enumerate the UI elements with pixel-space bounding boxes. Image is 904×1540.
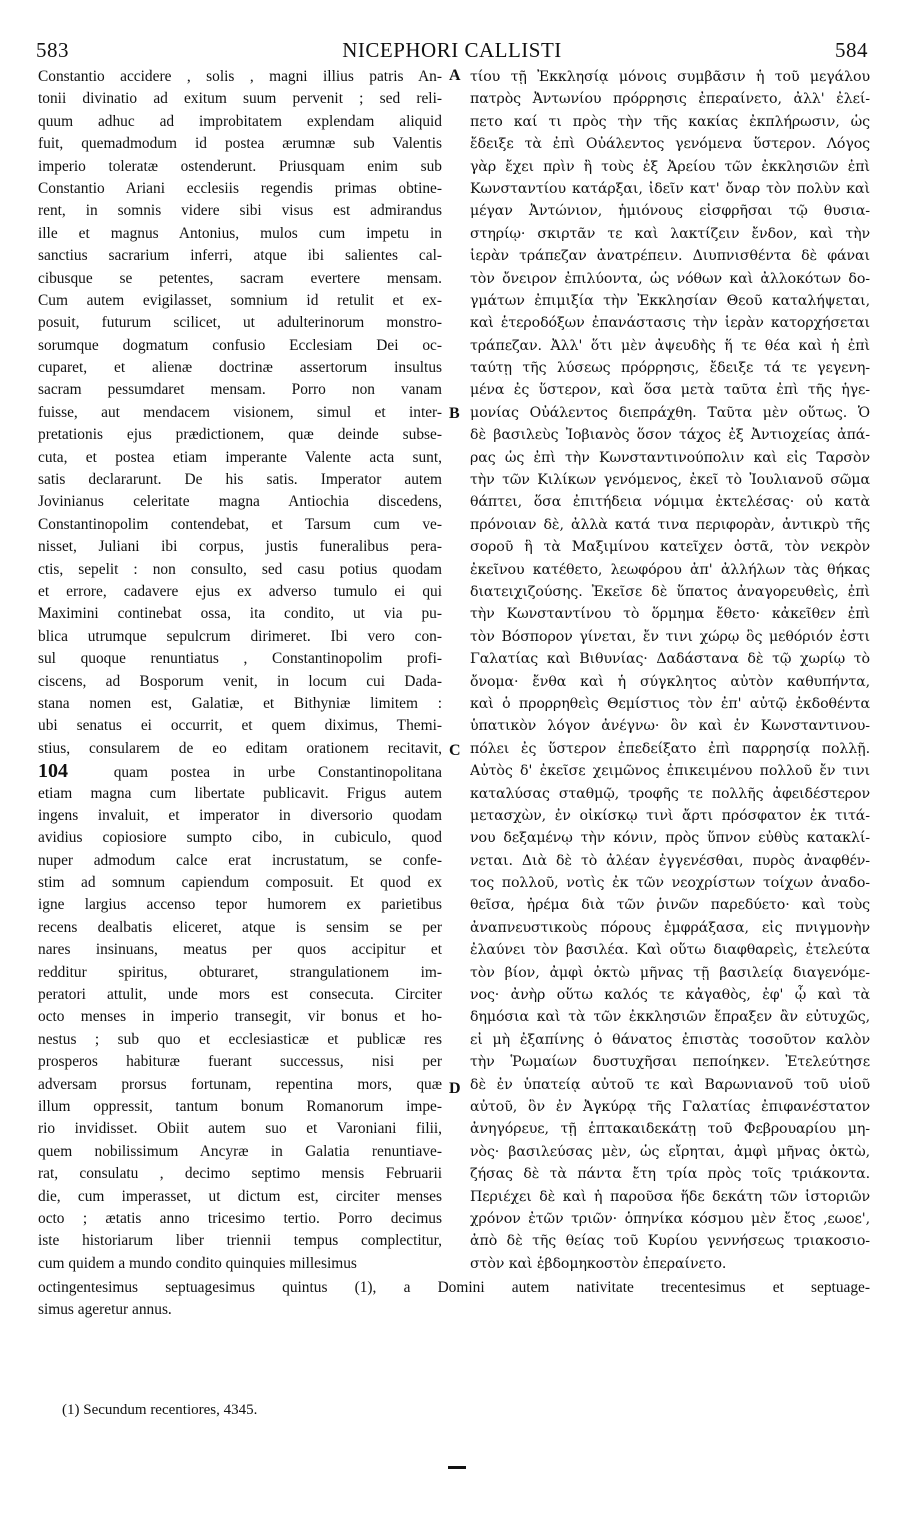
line-text: blica utrumque sepulcrum dirimeret. Ibi vero con-	[38, 627, 442, 645]
line-text: μέγαν Ἀντώνιον, ἡμιόνους εἰσφρῆσαι τῷ θυσια-	[470, 203, 870, 220]
line-text: τὸν Βόσπορον γίνεται, ἔν τινι χώρῳ ὃς μεθόριόν ἐστι	[470, 628, 870, 645]
line-text: Γαλατίας καὶ Βιθυνίας· Δαδάστανα δὲ τῷ χωρίῳ τὸ	[470, 651, 870, 668]
line-text: τὴν τῶν Κιλίκων γενόμενος, ἐκεῖ τὸ Ἰουλιανοῦ σῶμα	[470, 472, 870, 489]
text-line	[38, 357, 442, 379]
text-line	[38, 536, 442, 558]
text-line	[470, 402, 870, 424]
line-text: ταύτῃ τῆς λύσεως πρόρρησις, ἔδειξε τά τε γεγενη-	[470, 360, 870, 377]
column-number: 104	[38, 760, 68, 783]
running-title: NICEPHORI CALLISTI	[342, 38, 562, 62]
text-line	[470, 648, 870, 670]
line-text: ρας ὡς ἐπὶ τὴν Κωνσταντινούπολιν καὶ εἰς Ταρσὸν	[470, 449, 870, 466]
text-line	[470, 827, 870, 849]
text-line	[470, 1141, 870, 1163]
line-text: posuit, futurum scilicet, ut adulterinorum monstro-	[38, 314, 442, 332]
line-text: fuit, quemadmodum id postea ærumnæ sub Valentis	[38, 135, 442, 153]
line-text: Αὐτὸς δ' ἐκεῖσε χειμῶνος ἐπικειμένου πολλοῦ ἔν τινι	[470, 763, 870, 780]
line-text: sul quoque renuntiatus , Constantinopolim profi-	[38, 650, 442, 668]
line-text: etiam magna cum libertate publicavit. Frigus autem	[38, 784, 442, 802]
text-line	[470, 156, 870, 178]
text-line	[38, 738, 442, 760]
line-text: ὄνομα· ἔνθα καὶ ἡ σύγκλητος αὐτὸν καθυπήντα,	[470, 673, 870, 690]
text-line	[470, 268, 870, 290]
text-line	[470, 1253, 870, 1275]
text-line	[470, 917, 870, 939]
line-text: θάπτει, ὅσα ἐπιτήδεια νόμιμα ἐκτελέσας· οὐ κατὰ	[470, 494, 870, 511]
text-line	[470, 447, 870, 469]
line-text: Constantinopolim contendebat, et Tarsum cum ve-	[38, 515, 442, 533]
text-line	[38, 1118, 442, 1140]
line-text: nisset, Juliani ibi corpus, justis funeralibus pera-	[38, 538, 442, 556]
line-text: ἀνηγόρευε, τῇ ἑπτακαιδεκάτῃ τοῦ Φεβρουαρίου μη-	[470, 1121, 870, 1138]
line-text: redditur spiritus, obturaret, strangulationem im-	[38, 963, 442, 981]
text-line	[38, 939, 442, 961]
line-text: octo menses in imperio transegit, vir bonus et ho-	[38, 1008, 442, 1026]
text-line	[38, 514, 442, 536]
text-line	[38, 1208, 442, 1230]
page-number-right: 584	[835, 38, 868, 62]
text-line	[38, 66, 442, 88]
text-line	[470, 603, 870, 625]
text-line	[38, 626, 442, 648]
text-line	[38, 156, 442, 178]
text-line	[470, 335, 870, 357]
text-line	[38, 335, 442, 357]
line-text: μένα ἐς ὕστερον, καὶ ὅσα μετὰ ταῦτα ἐπὶ τῆς ἡγε-	[470, 382, 870, 399]
line-text: imperio toleratæ ostenderunt. Priusquam enim sub	[38, 157, 442, 175]
text-line	[470, 424, 870, 446]
text-line	[38, 379, 442, 401]
text-line	[38, 715, 442, 737]
text-line	[38, 424, 442, 446]
text-line	[470, 559, 870, 581]
line-text: ζήσας δὲ τὰ πάντα ἔτη τρία πρὸς τοῖς τριάκοντα.	[470, 1166, 870, 1183]
margin-letter-c: C	[449, 742, 461, 759]
line-text: νεται. Διὰ δὲ τὸ ἀλέαν ἐγγενέσθαι, πυρὸς ἀναφθέν-	[470, 852, 870, 869]
line-text: καὶ ἑτεροδόξων ἐπανάστασις τὴν ἱερὰν κατορχήσεται	[470, 315, 870, 332]
line-text: igne largius accenso tepor humorem ex parietibus	[38, 896, 442, 914]
text-line	[38, 312, 442, 334]
line-text: Constantio accidere , solis , magni illius patris An-	[38, 68, 442, 85]
text-line	[470, 1096, 870, 1118]
text-line	[38, 111, 442, 133]
text-line	[38, 917, 442, 939]
line-text: cuta, et postea etiam imperante Valente acta sunt,	[38, 448, 442, 466]
text-line	[470, 200, 870, 222]
text-line	[470, 715, 870, 737]
text-line	[470, 290, 870, 312]
line-text: stius, consularem de eo editam orationem recitavit,	[38, 739, 442, 757]
text-line	[38, 805, 442, 827]
text-line	[470, 1186, 870, 1208]
line-text: πατρὸς Ἀντωνίου πρόρρησις ἐπεραίνετο, ἀλλ' ἐλεί-	[470, 91, 870, 108]
line-text: χρόνον ἐτῶν τριῶν· ὁπηνίκα κόσμου μὲν ἔτος ‚εωοε',	[470, 1210, 870, 1227]
text-line	[38, 603, 442, 625]
line-text: νος· ἀνὴρ οὕτω καλός τε κἀγαθὸς, ἐφ' ᾧ καὶ τὰ	[470, 987, 870, 1004]
line-text: die, cum imperasset, ut dictum est, circiter menses	[38, 1187, 442, 1205]
text-line	[38, 760, 442, 782]
line-text: ctis, sepelit : non consulto, sed casu potius quodam	[38, 560, 442, 578]
text-line	[470, 1006, 870, 1028]
text-line	[470, 111, 870, 133]
text-line	[470, 1074, 870, 1096]
text-line	[470, 357, 870, 379]
line-text: νὸς· βασιλεύσας μὲν, ὡς εἴρηται, ἀμφὶ μῆνας ὀκτὼ,	[470, 1143, 870, 1160]
text-line	[38, 1163, 442, 1185]
line-text: ὑπατικὸν λόγον ἀνέγνω· ὃν καὶ ἐν Κωνσταντινου-	[470, 718, 870, 735]
line-text: tonii divinatio ad exitum suum pervenit ; sed reli-	[38, 90, 442, 108]
text-line	[470, 984, 870, 1006]
line-text: καταλύσας σταθμῷ, τροφῆς τε πολλῆς ἀφειδέστερον	[470, 785, 870, 802]
text-line	[470, 178, 870, 200]
line-text: et errore, cadavere ejus ex adverso tumulo ei qui	[38, 582, 442, 600]
line-text: ἐλαύνει τὸν βασιλέα. Καὶ οὕτω διαφθαρεὶς, ἐτελεύτα	[470, 942, 870, 959]
text-line	[470, 1029, 870, 1051]
line-text: μετασχὼν, ἐν οἰκίσκῳ τινὶ ἄρτι πρόσφατον ἐκ τιτά-	[470, 807, 870, 824]
text-line	[38, 223, 442, 245]
text-line	[470, 223, 870, 245]
line-text: πρόνοιαν δὲ, ἀλλὰ κατά τινα περιφορὰν, ἀντικρὺ τῆς	[470, 516, 870, 533]
text-line	[38, 447, 442, 469]
text-line	[38, 1096, 442, 1118]
latin-column	[38, 66, 442, 1275]
text-line	[470, 872, 870, 894]
text-line	[470, 805, 870, 827]
line-text: peratori attulit, unde mors est consecuta. Circiter	[38, 986, 442, 1004]
text-line	[470, 66, 870, 88]
line-text: rent, in somnis videre sibi visus est admirandus	[38, 202, 442, 220]
margin-letter-a: A	[449, 67, 461, 84]
text-line	[38, 1074, 442, 1096]
margin-letter-b: B	[449, 405, 460, 422]
text-line	[38, 671, 442, 693]
line-text: γὰρ ἔχει πρὶν ἢ τοὺς ἐξ Ἀρείου τῶν ἐκκλησιῶν ἐπὶ	[470, 158, 870, 175]
line-text: Constantio Ariani ecclesiis regendis primas obtine-	[38, 179, 442, 197]
line-text: recens dealbatis eliceret, atque is sensim se per	[38, 918, 442, 936]
line-text: pretationis ejus prædictionem, quæ deinde subse-	[38, 426, 442, 444]
line-text: Κωνσταντίου κατάρξαι, ἰδεῖν κατ' ὄναρ τὸν πολὺν καὶ	[470, 180, 870, 197]
line-text: sorumque dogmatum confusio Ecclesiam Dei oc-	[38, 336, 442, 354]
line-text: sanctius sacrarium inferri, atque ibi salientes cal-	[38, 247, 442, 265]
line-text: rat, consulatu , decimo septimo mensis Februarii	[38, 1165, 442, 1183]
text-line	[38, 290, 442, 312]
line-text: quem nobilissimum Ancyræ in Galatia renuntiave-	[38, 1142, 442, 1160]
line-text: simus ageretur annus.	[38, 1301, 172, 1319]
text-line	[470, 536, 870, 558]
text-line	[470, 491, 870, 513]
line-text: cum quidem a mundo condito quinquies millesimus	[38, 1254, 357, 1272]
line-text: sacram pessumdaret mensam. Porro non vanam	[38, 381, 442, 399]
line-text: stana nomen est, Galatiæ, et Bithyniæ limitem :	[38, 694, 442, 712]
line-text: ἐκεῖνου κατέθετο, λεωφόρου ἀπ' ἀλλήλων τὰς θήκας	[470, 561, 870, 578]
text-line	[38, 1186, 442, 1208]
line-text: τὸν βίον, ἀμφὶ ὀκτὼ μῆνας τῇ βασιλείᾳ διαγενόμε-	[470, 964, 870, 981]
line-text: illum oppressit, tantum bonum Romanorum impe-	[38, 1097, 442, 1115]
line-text: ubi senatus ei occurrit, et quem diximus, Themi-	[38, 717, 442, 735]
line-text: καὶ ὁ προρρηθεὶς Θεμίστιος τὸν ἐπ' αὐτῷ ἐκδοθέντα	[470, 695, 870, 712]
text-line	[38, 581, 442, 603]
text-line	[38, 693, 442, 715]
line-text: αὐτοῦ, ὃν ἐν Ἀγκύρᾳ τῆς Γαλατίας ἐπιφανέστατον	[470, 1098, 870, 1115]
text-line	[38, 1141, 442, 1163]
text-line	[38, 268, 442, 290]
line-text: γμάτων ἐπιμιξία τὴν Ἐκκλησίαν Θεοῦ καταλήψεται,	[470, 292, 870, 309]
text-line	[470, 1163, 870, 1185]
line-text: ἀπὸ δὲ τῆς θείας τοῦ Κυρίου γεννήσεως τριακοσιο-	[470, 1233, 870, 1250]
text-line	[470, 312, 870, 334]
text-line	[38, 402, 442, 424]
line-text: nares insinuans, meatus per quos accipitur et	[38, 941, 442, 959]
text-line	[38, 648, 442, 670]
line-text: Cum autem evigilasset, somnium id retulit et ex-	[38, 291, 442, 309]
text-line	[470, 514, 870, 536]
text-line	[38, 1230, 442, 1252]
text-line	[38, 827, 442, 849]
text-line	[470, 760, 870, 782]
line-text: ciscens, ad Bosporum venit, in locum cui Dada-	[38, 672, 442, 690]
text-line	[38, 133, 442, 155]
line-text: cuparet, et alienæ doctrinæ assertorum insultus	[38, 359, 442, 377]
text-line	[38, 200, 442, 222]
line-text: τὴν Ῥωμαίων δυστυχῆσαι πεποίηκεν. Ἐτελεύτησε	[470, 1054, 870, 1071]
line-text: στὸν καὶ ἑβδομηκοστὸν ἐπεραίνετο.	[470, 1255, 727, 1272]
line-text: διατειχιζούσης. Ἐκεῖσε δὲ ὕπατος ἀναγορευθεὶς, ἐπὶ	[470, 583, 870, 600]
line-text: δὲ ἐν ὑπατείᾳ αὐτοῦ τε καὶ Βαρωνιανοῦ τοῦ υἱοῦ	[470, 1076, 870, 1093]
line-text: avidius copiosiore sumpto cibo, in cubiculo, quod	[38, 829, 442, 847]
separator-dash	[448, 1466, 466, 1469]
text-line	[470, 738, 870, 760]
text-line	[470, 469, 870, 491]
line-text: πόλει ἐς ὕστερον ἐπεδείξατο ἐπὶ παρρησίᾳ πολλῇ.	[470, 740, 870, 757]
line-text: θεῖσα, ἠρέμα διὰ τῶν ῥινῶν παρεδύετο· καὶ τοὺς	[470, 897, 870, 914]
text-line	[38, 894, 442, 916]
line-text: σοροῦ ἣ τὰ Μαξιμίνου κατεῖχεν ὀστᾶ, τὸν νεκρὸν	[470, 539, 870, 556]
line-text: τὸν ὄνειρον ἐπιλύοντα, ὡς νόθων καὶ ἀλλοκότων δο-	[470, 270, 870, 287]
line-text: adversam prorsus fortunam, repentina mors, quæ	[38, 1075, 442, 1093]
text-line	[38, 783, 442, 805]
text-line	[38, 962, 442, 984]
text-line	[38, 850, 442, 872]
line-text: stim ad somnum capiendum composuit. Et quod ex	[38, 874, 442, 892]
line-text: quam postea in urbe Constantinopolitana	[113, 764, 442, 782]
text-line	[38, 984, 442, 1006]
text-line	[470, 783, 870, 805]
line-text: octingentesimus septuagesimus quintus (1), a Domini autem nativitate trecentesimus et septuage-	[38, 1279, 870, 1296]
text-line	[470, 379, 870, 401]
line-text: ingens invaluit, et imperator in diversorio quodam	[38, 806, 442, 824]
footnote: (1) Secundum recentiores, 4345.	[62, 1402, 258, 1418]
line-text: ἱερὰν τράπεζαν ἀνατρέπειν. Διυπνισθέντα δὲ φάναι	[470, 248, 870, 265]
text-line	[38, 559, 442, 581]
text-line	[470, 133, 870, 155]
text-line	[38, 1051, 442, 1073]
line-text: ille et magnus Antonius, mulos cum impetu in	[38, 224, 442, 242]
line-text: τὴν Κωνσταντίνου τὸ ὅρμημα ἔθετο· κἀκεῖθεν ἐπὶ	[470, 606, 870, 623]
text-line	[38, 178, 442, 200]
line-text: satis declararunt. De his satis. Imperator autem	[38, 471, 442, 489]
text-line	[470, 1208, 870, 1230]
line-text: στηρίῳ· σκιρτᾶν τε καὶ λακτίζειν ἔνδον, καὶ τὴν	[470, 225, 870, 242]
line-text: εἰ μὴ ἐξαπίνης ὁ θάνατος ἐπιστὰς τοσοῦτον καλὸν	[470, 1031, 870, 1048]
text-line	[470, 894, 870, 916]
text-line	[470, 88, 870, 110]
line-text: Περιέχει δὲ καὶ ἡ παροῦσα ἥδε δεκάτη τῶν ἱστοριῶν	[470, 1188, 870, 1205]
text-line	[470, 626, 870, 648]
line-text: τος πολλοῦ, νοτὶς ἐκ τῶν νεοχρίστων τοίχων ἀναδο-	[470, 875, 870, 892]
line-text: τράπεζαν. Ἀλλ' ὅτι μὲν ἀψευδὴς ἥ τε θέα καὶ ἡ ἐπὶ	[470, 337, 870, 354]
text-line	[38, 88, 442, 110]
line-text: nestus ; sub quo et ecclesiasticæ et publicæ res	[38, 1030, 442, 1048]
line-text: Jovinianus celeritate magna Antiochia discedens,	[38, 493, 442, 511]
line-text: nuper admodum calce erat incrustatum, se confe-	[38, 851, 442, 869]
page-number-left: 583	[36, 38, 69, 62]
text-line	[470, 1118, 870, 1140]
full-width-text	[38, 1277, 870, 1322]
text-line	[470, 693, 870, 715]
text-line	[38, 1277, 870, 1299]
line-text: νου δεξαμένῳ τὴν κόνιν, πρὸς ὕπνον εὐθὺς κατακλί-	[470, 830, 870, 847]
text-line	[38, 872, 442, 894]
text-line	[470, 245, 870, 267]
text-line	[470, 939, 870, 961]
line-text: octo ; ætatis anno tricesimo tertio. Porro decimus	[38, 1209, 442, 1227]
line-text: ἀναπνευστικοὺς πόρους ἐμφράξασα, εἰς πνιγμονὴν	[470, 919, 870, 936]
text-line	[470, 962, 870, 984]
text-line	[38, 1299, 870, 1321]
text-line	[38, 1253, 442, 1275]
line-text: fuisse, aut mendacem visionem, simul et inter-	[38, 403, 442, 421]
text-line	[470, 1230, 870, 1252]
text-line	[470, 581, 870, 603]
line-text: Maximini continebat ossa, ita condito, ut via pu-	[38, 605, 442, 623]
running-head	[36, 38, 868, 62]
line-text: μονίας Οὐάλεντος διεπράχθη. Ταῦτα μὲν οὕτως. Ὁ	[470, 404, 870, 421]
line-text: δημόσια καὶ τὰ τῶν ἐκκλησιῶν ἔπραξεν ἂν εὐτυχῶς,	[470, 1009, 870, 1026]
line-text: δὲ βασιλεὺς Ἰοβιανὸς ὅσον τάχος ἐξ Ἀντιοχείας ἀπά-	[470, 427, 870, 444]
text-line	[38, 1006, 442, 1028]
line-text: ἔδειξε τὰ ἐπὶ Οὐάλεντος γενόμενα ὕστερον. Λόγος	[470, 136, 870, 153]
text-line	[38, 245, 442, 267]
line-text: cibusque se petentes, sacram evertere mensam.	[38, 269, 442, 287]
text-line	[38, 1029, 442, 1051]
line-text: πετο καί τι πρὸς τὴν τῆς κακίας ἐκπλήρωσιν, ὡς	[470, 113, 870, 130]
line-text: rio invidisset. Obiit autem suo et Varoniani filii,	[38, 1120, 442, 1138]
text-line	[470, 671, 870, 693]
line-text: τίου τῇ Ἐκκλησίᾳ μόνοις συμβᾶσιν ἡ τοῦ μεγάλου	[470, 69, 870, 85]
text-line	[38, 469, 442, 491]
text-line	[470, 850, 870, 872]
text-line	[38, 491, 442, 513]
line-text: iste historiarum liber triennii tempus complectitur,	[38, 1232, 442, 1250]
margin-letter-d: D	[449, 1080, 461, 1097]
text-line	[470, 1051, 870, 1073]
greek-column	[470, 66, 870, 1275]
line-text: quum adhuc ad improbitatem explendam aliquid	[38, 112, 442, 130]
line-text: prosperos habituræ fuerant successus, nisi per	[38, 1053, 442, 1071]
